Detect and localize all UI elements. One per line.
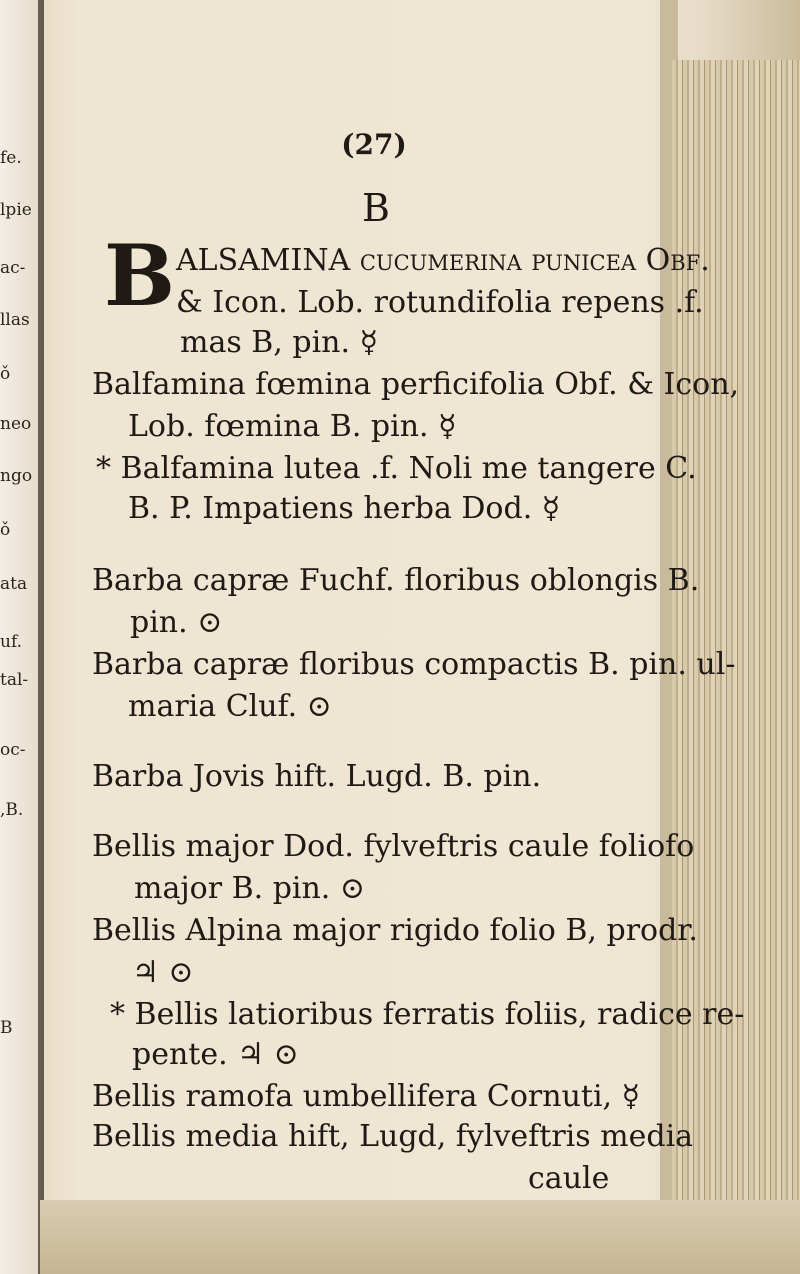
entry-line: pente. ♃ ⊙ <box>132 1037 299 1072</box>
entry-line: mas B, pin. ☿ <box>180 325 378 360</box>
left-fragment: lpie <box>0 200 32 220</box>
left-fragment: fe. <box>0 148 22 168</box>
left-fragment: oc- <box>0 740 26 760</box>
entry-line: pin. ⊙ <box>130 605 223 640</box>
drop-cap-initial: B <box>104 226 175 325</box>
left-fragment: neo <box>0 414 32 434</box>
left-fragment: ngo <box>0 466 33 486</box>
catchword: caule <box>528 1161 610 1196</box>
entry-line: Lob. fœmina B. pin. ☿ <box>128 409 457 444</box>
entry-line: Bellis ramofa umbellifera Cornuti, ☿ <box>92 1079 641 1114</box>
entry-line: ♃ ⊙ <box>132 955 194 990</box>
bottom-page-edge <box>40 1200 800 1274</box>
entry-line: Barba capræ floribus compactis B. pin. ul- <box>92 647 736 682</box>
entry-line: Balfamina fœmina perficifolia Obf. & Icon, <box>92 367 740 402</box>
entry-line: Bellis major Dod. fylveftris caule foliofo <box>92 829 695 864</box>
entry-line: & Icon. Lob. rotundifolia repens .f. <box>176 285 704 320</box>
left-fragment: tal- <box>0 670 29 690</box>
left-fragment: llas <box>0 310 30 330</box>
left-fragment: ,B. <box>0 800 24 820</box>
left-fragment: B <box>0 1018 13 1038</box>
entry-line: Bellis Alpina major rigido folio B, prodr. <box>92 913 698 948</box>
left-fragment: uf. <box>0 632 23 652</box>
entry-line: * Balfamina lutea .f. Noli me tangere C. <box>96 451 697 486</box>
entry-line: major B. pin. ⊙ <box>134 871 366 906</box>
entry-line: Barba capræ Fuchf. floribus oblongis B. <box>92 563 700 598</box>
entry-line: Bellis media hift, Lugd, fylveftris media <box>92 1119 694 1154</box>
entry-line: * Bellis latioribus ferratis foliis, radice re- <box>110 997 745 1032</box>
entry-line: B. P. Impatiens herba Dod. ☿ <box>128 491 561 526</box>
left-fragment: ǒ <box>0 364 11 384</box>
signature-letter: B <box>362 186 390 230</box>
entry-line: Barba Jovis hift. Lugd. B. pin. <box>92 759 542 794</box>
left-fragment: ǒ <box>0 520 11 540</box>
entry-line: ALSAMINA cucumerina punicea Obf. <box>176 243 710 278</box>
entry-line: maria Cluf. ⊙ <box>128 689 332 724</box>
page-stack-edges <box>672 60 800 1210</box>
page-number: (27) <box>341 128 407 161</box>
left-fragment: ac- <box>0 258 26 278</box>
left-fragment: ata <box>0 574 28 594</box>
